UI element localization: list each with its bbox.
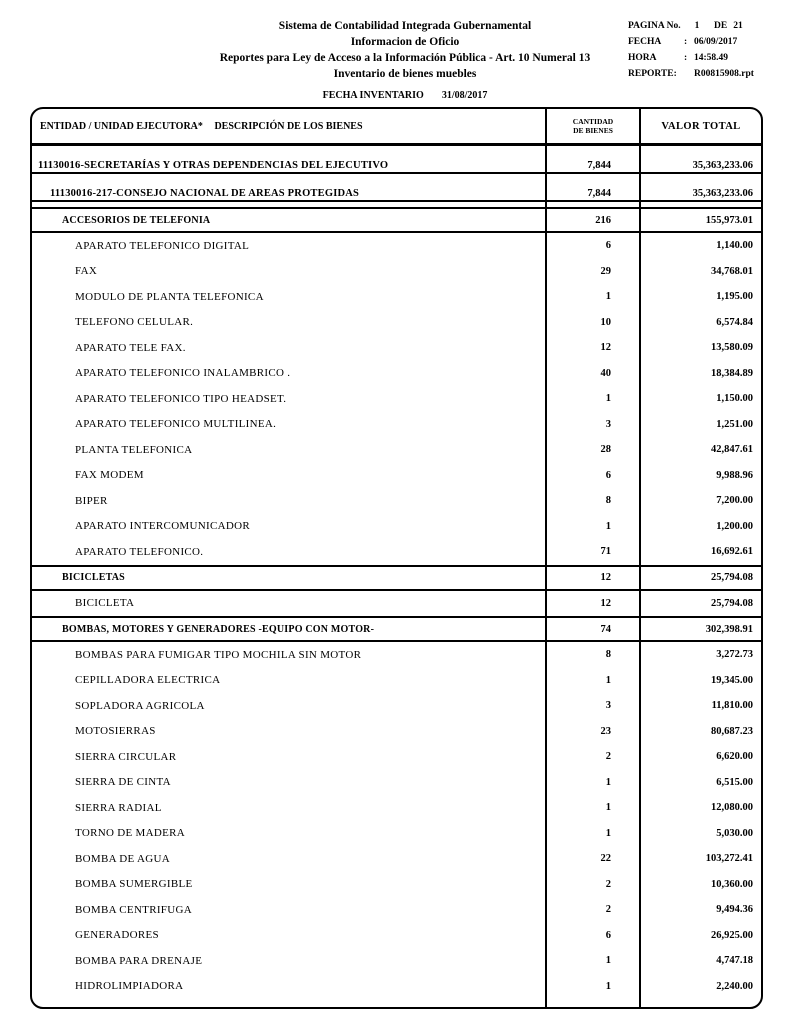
table-row-item [32,744,761,770]
table-row-item [32,872,761,898]
spacer [684,66,694,82]
table-row-item [32,642,761,668]
time-label: HORA [628,53,657,63]
row-value: 6,515.00 [639,770,761,796]
row-quantity: 2 [545,897,639,923]
table-row-item [32,463,761,489]
report-subtitle: Informacion de Oficio [350,36,460,48]
page-label: PAGINA No. [628,21,681,31]
row-quantity: 6 [545,233,639,259]
row-description: SIERRA DE CINTA [75,776,171,789]
row-quantity: 6 [545,463,639,489]
row-value: 155,973.01 [639,209,761,231]
rule-cell [545,202,639,207]
col-quantity-line1: CANTIDAD [572,117,614,126]
pad-cell [32,999,545,1007]
table-row-category [32,565,761,591]
table-row-item [32,923,761,949]
page-number: 1 [694,21,700,31]
row-quantity: 2 [545,744,639,770]
row-description: APARATO TELEFONICO INALAMBRICO . [75,367,291,380]
pad-cell [545,999,639,1007]
table-row-item [32,233,761,259]
row-quantity: 12 [545,567,639,589]
row-quantity: 40 [545,361,639,387]
row-value: 25,794.08 [639,591,761,617]
row-description: MODULO DE PLANTA TELEFONICA [75,290,264,303]
row-description: BOMBAS PARA FUMIGAR TIPO MOCHILA SIN MOTOR [75,648,362,661]
row-description: BIPER [75,494,108,507]
page-total: 21 [733,21,743,31]
row-value: 42,847.61 [639,437,761,463]
table-row-item [32,386,761,412]
row-description: APARATO TELE FAX. [75,341,186,354]
colon: : [684,37,688,47]
table-row-item [32,948,761,974]
meta-date-row [628,34,778,50]
row-quantity: 1 [545,948,639,974]
row-description: BOMBA SUMERGIBLE [75,878,193,891]
table-row-item [32,770,761,796]
table-header-row [32,109,761,146]
row-description: FAX [75,265,98,278]
row-value: 10,360.00 [639,872,761,898]
table-bottom-padding [32,999,761,1007]
row-value: 80,687.23 [639,719,761,745]
table-row-item [32,846,761,872]
table-row-item [32,361,761,387]
row-quantity: 1 [545,770,639,796]
row-description: 11130016-SECRETARÍAS Y OTRAS DEPENDENCIAS DEL EJECUTIVO [38,160,389,171]
row-description: CEPILLADORA ELECTRICA [75,674,221,687]
row-description: MOTOSIERRAS [75,725,156,738]
table-row-entity [32,146,761,174]
row-description: APARATO TELEFONICO TIPO HEADSET. [75,392,287,405]
row-description: ACCESORIOS DE TELEFONIA [62,214,211,226]
row-quantity: 12 [545,335,639,361]
header-description-cell [32,109,545,143]
col-quantity-label [545,109,639,143]
row-quantity: 3 [545,412,639,438]
row-description: BICICLETA [75,597,135,610]
report-file-label: REPORTE: [628,69,677,79]
row-quantity: 10 [545,310,639,336]
row-value: 13,580.09 [639,335,761,361]
report-system-title: Sistema de Contabilidad Integrada Gubernamental [278,20,532,32]
table-row-item [32,897,761,923]
table-body [32,146,761,1007]
row-value: 16,692.61 [639,539,761,565]
row-value: 25,794.08 [639,567,761,589]
row-value: 9,988.96 [639,463,761,489]
row-description: GENERADORES [75,929,159,942]
row-quantity: 7,844 [545,174,639,200]
row-value: 6,620.00 [639,744,761,770]
row-description: BICICLETAS [62,572,125,583]
row-description: APARATO TELEFONICO MULTILINEA. [75,418,277,431]
row-quantity: 1 [545,795,639,821]
table-row-item [32,488,761,514]
inventory-date-line [250,90,560,101]
row-quantity: 1 [545,974,639,1000]
row-value: 34,768.01 [639,259,761,285]
row-quantity: 28 [545,437,639,463]
row-quantity: 1 [545,668,639,694]
row-description: SIERRA RADIAL [75,801,162,814]
col-description-label: DESCRIPCIÓN DE LOS BIENES [214,120,363,132]
table-row-item [32,310,761,336]
inventory-date-value: 31/08/2017 [441,90,488,101]
report-law-line: Reportes para Ley de Acceso a la Información Pública - Art. 10 Numeral 13 [219,52,591,64]
row-quantity: 2 [545,872,639,898]
row-value: 103,272.41 [639,846,761,872]
row-description: SIERRA CIRCULAR [75,750,177,763]
row-description: BOMBA DE AGUA [75,852,170,865]
rule-cell [32,202,545,207]
table-row-item [32,259,761,285]
row-quantity: 71 [545,539,639,565]
row-value: 11,810.00 [639,693,761,719]
table-row-item [32,668,761,694]
row-description: BOMBA PARA DRENAJE [75,954,203,967]
meta-page-row [628,18,778,34]
row-value: 9,494.36 [639,897,761,923]
col-quantity-line2: DE BIENES [573,126,613,135]
row-description: APARATO TELEFONICO DIGITAL [75,239,250,252]
row-quantity: 1 [545,386,639,412]
report-type-line: Inventario de bienes muebles [333,68,477,80]
col-value-label: VALOR TOTAL [639,109,761,143]
row-description: HIDROLIMPIADORA [75,980,184,993]
row-quantity: 8 [545,642,639,668]
table-row-category [32,209,761,233]
row-value: 1,251.00 [639,412,761,438]
table-row-item [32,514,761,540]
date-value: 06/09/2017 [694,37,738,47]
row-quantity: 1 [545,514,639,540]
row-value: 5,030.00 [639,821,761,847]
row-description: APARATO INTERCOMUNICADOR [75,520,250,533]
row-quantity: 8 [545,488,639,514]
row-description: PLANTA TELEFONICA [75,443,193,456]
table-row-category [32,616,761,642]
table-row-unit [32,174,761,202]
row-description: TORNO DE MADERA [75,827,186,840]
meta-time-row [628,50,778,66]
meta-report-row [628,66,778,82]
row-value: 302,398.91 [639,618,761,640]
row-value: 4,747.18 [639,948,761,974]
colon: : [684,53,688,63]
row-value: 1,150.00 [639,386,761,412]
row-value: 1,195.00 [639,284,761,310]
report-file-value: R00815908.rpt [694,69,754,79]
row-quantity: 29 [545,259,639,285]
row-description: FAX MODEM [75,469,144,482]
table-row-item [32,795,761,821]
page-of-label: DE [714,21,728,31]
row-value: 19,345.00 [639,668,761,694]
pad-cell [639,999,761,1007]
row-value: 1,140.00 [639,233,761,259]
row-quantity: 12 [545,591,639,617]
row-description: APARATO TELEFONICO. [75,545,204,558]
row-quantity: 23 [545,719,639,745]
row-quantity: 74 [545,618,639,640]
table-row-item [32,974,761,1000]
row-quantity: 7,844 [545,146,639,172]
row-value: 26,925.00 [639,923,761,949]
row-quantity: 6 [545,923,639,949]
inventory-table [30,107,763,1009]
table-row-item [32,437,761,463]
table-row-item [32,719,761,745]
row-quantity: 1 [545,821,639,847]
table-row-item [32,284,761,310]
row-value: 35,363,233.06 [639,146,761,172]
rule-cell [639,202,761,207]
table-row-item [32,821,761,847]
row-description: BOMBA CENTRIFUGA [75,903,192,916]
table-row-item [32,591,761,617]
row-quantity: 22 [545,846,639,872]
row-quantity: 216 [545,209,639,231]
row-value: 3,272.73 [639,642,761,668]
table-row-item [32,693,761,719]
row-value: 18,384.89 [639,361,761,387]
row-value: 12,080.00 [639,795,761,821]
page-meta-block [628,18,778,82]
table-row-item [32,335,761,361]
date-label: FECHA [628,37,662,47]
table-row-item [32,412,761,438]
row-description: TELEFONO CELULAR. [75,316,194,329]
row-description: SOPLADORA AGRICOLA [75,699,205,712]
row-value: 35,363,233.06 [639,174,761,200]
col-entity-label: ENTIDAD / UNIDAD EJECUTORA* [40,120,203,132]
row-quantity: 1 [545,284,639,310]
row-value: 2,240.00 [639,974,761,1000]
inventory-date-label: FECHA INVENTARIO [322,90,424,101]
row-quantity: 3 [545,693,639,719]
row-value: 7,200.00 [639,488,761,514]
double-rule [32,202,761,209]
time-value: 14:58.49 [694,53,729,63]
row-value: 1,200.00 [639,514,761,540]
table-row-item [32,539,761,565]
row-value: 6,574.84 [639,310,761,336]
report-title-block [100,18,710,82]
row-description: BOMBAS, MOTORES Y GENERADORES -EQUIPO CON MOTOR- [62,623,375,635]
row-description: 11130016-217-CONSEJO NACIONAL DE AREAS PROTEGIDAS [50,188,360,199]
